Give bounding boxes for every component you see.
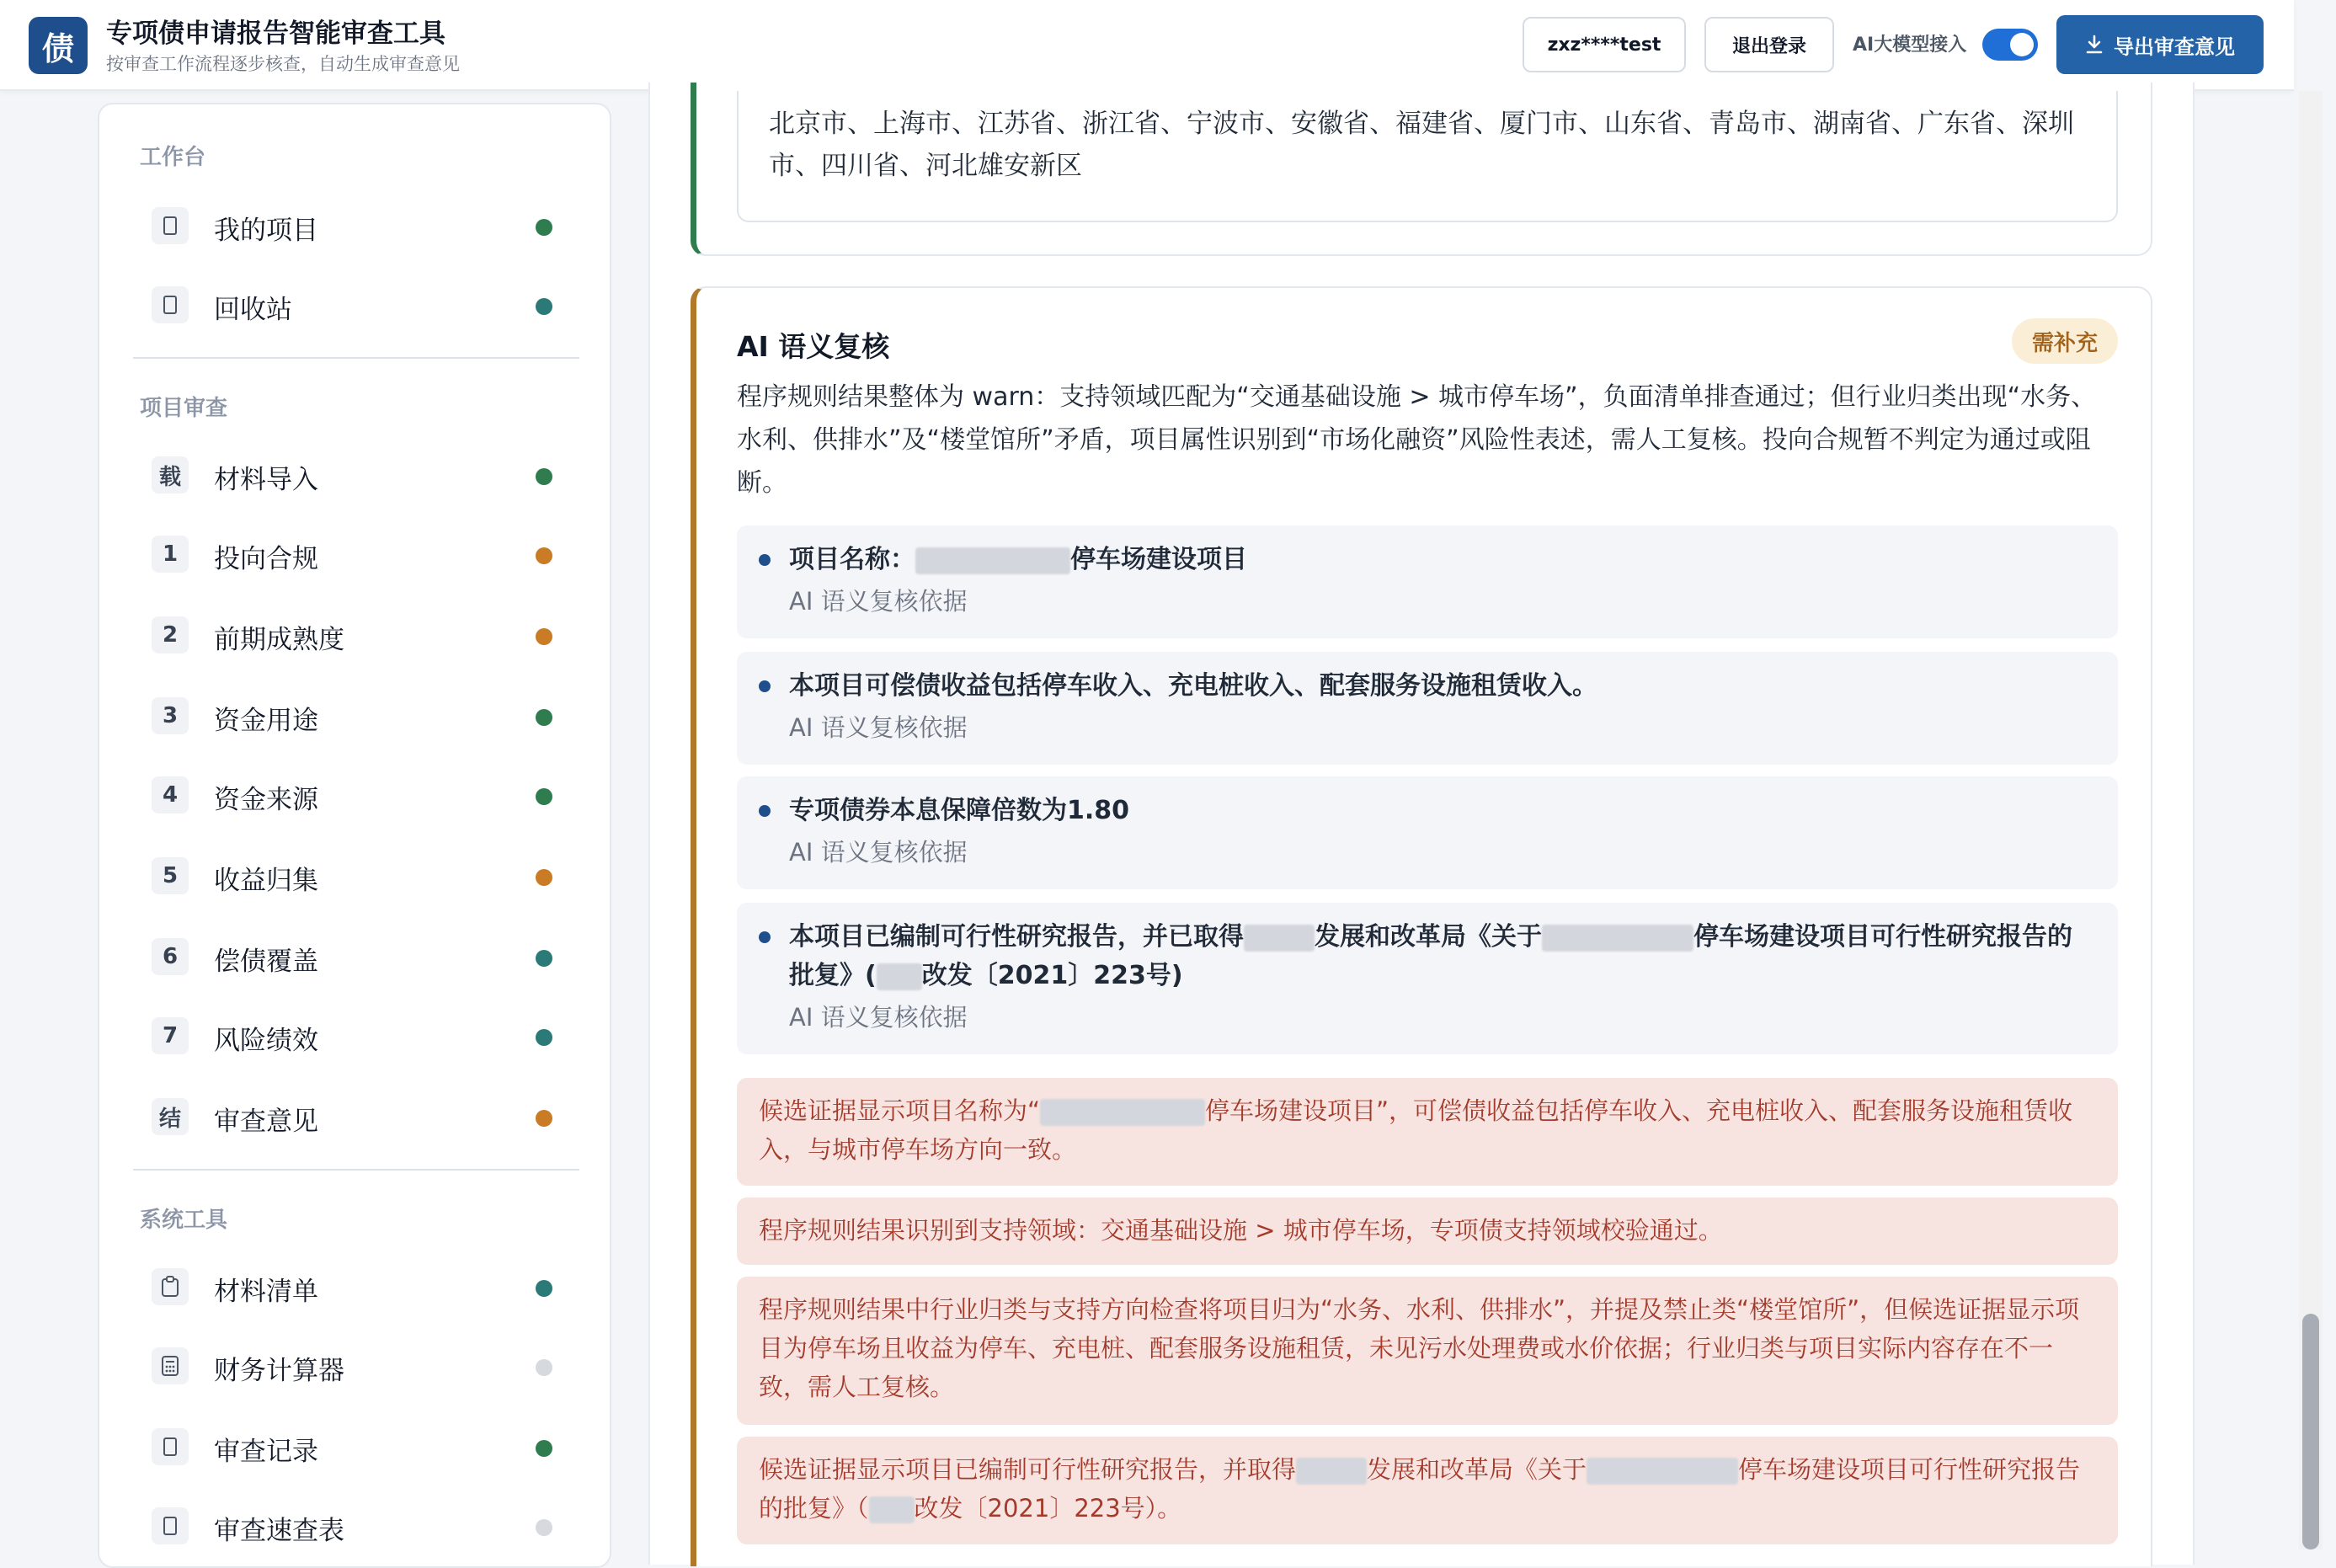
sidebar-item-fund-usage[interactable] bbox=[133, 684, 579, 748]
sidebar-item-label: 我的项目 bbox=[214, 216, 318, 246]
ai-toggle-label: AI大模型接入 bbox=[1853, 35, 1967, 56]
review-note: 候选证据显示项目名称为“ 停车场建设项目”，可偿债收益包括停车收入、充电桩收入、配套服务设施租赁收入，与城市停车场方向一致。 bbox=[737, 1078, 2118, 1186]
sidebar-item-review-quick-reference[interactable] bbox=[133, 1494, 579, 1558]
step-badge: 3 bbox=[152, 697, 189, 734]
evidence-text: 项目名称： 停车场建设项目 bbox=[789, 545, 1247, 574]
evidence-item bbox=[737, 903, 2118, 1054]
status-dot bbox=[536, 1029, 552, 1046]
review-note: 程序规则结果识别到支持领域：交通基础设施 > 城市停车场，专项债支持领域校验通过。 bbox=[737, 1197, 2118, 1265]
sidebar-item-investment-compliance[interactable] bbox=[133, 522, 579, 586]
evidence-text: 本项目已编制可行性研究报告，并已取得 发展和改革局《关于 停车场建设项目可行性研究报告的批复》( 改发〔2021〕223号) bbox=[789, 922, 2072, 990]
step-badge: 1 bbox=[152, 536, 189, 573]
document-icon bbox=[152, 286, 189, 323]
review-note: 程序规则结果中行业归类与支持方向检查将项目归为“水务、水利、供排水”，并提及禁止类“楼堂馆所”，但候选证据显示项目为停车场且收益为停车、充电桩、配套服务设施租赁，未见污水处理费或水价依据；行业归类与项目实际内容存在不一致，需人工复核。 bbox=[737, 1277, 2118, 1425]
section-title-system-tools: 系统工具 bbox=[140, 1208, 228, 1233]
sidebar-item-label: 回收站 bbox=[214, 295, 292, 325]
ai-toggle-switch[interactable] bbox=[1982, 29, 2038, 61]
status-dot bbox=[536, 468, 552, 485]
sidebar-item-label: 资金用途 bbox=[214, 706, 318, 736]
sidebar-item-recycle-bin[interactable] bbox=[133, 273, 579, 337]
sidebar-item-label: 资金来源 bbox=[214, 785, 318, 815]
status-dot bbox=[536, 547, 552, 564]
sidebar-item-label: 材料导入 bbox=[214, 465, 318, 495]
sidebar-item-review-records[interactable] bbox=[133, 1415, 579, 1479]
review-summary: 程序规则结果整体为 warn：支持领域匹配为“交通基础设施 > 城市停车场”，负面清单排查通过；但行业归类出现“水务、水利、供排水”及“楼堂馆所”矛盾，项目属性识别到“市场化融资”风险性表述，需人工复核。投向合规暂不判定为通过或阻断。 bbox=[737, 382, 2097, 498]
user-account-button[interactable]: zxz****test bbox=[1523, 17, 1686, 72]
evidence-item bbox=[737, 776, 2118, 889]
region-list: 北京市、上海市、江苏省、浙江省、宁波市、安徽省、福建省、厦门市、山东省、青岛市、湖南省、广东省、深圳市、四川省、河北雄安新区 bbox=[737, 91, 2118, 222]
app-logo: 债 bbox=[29, 17, 88, 74]
section-title-workbench: 工作台 bbox=[140, 145, 206, 170]
sidebar-item-label: 收益归集 bbox=[214, 866, 318, 896]
step-badge: 载 bbox=[152, 456, 189, 493]
sidebar-item-label: 审查记录 bbox=[214, 1437, 318, 1467]
step-badge: 5 bbox=[152, 857, 189, 894]
evidence-item bbox=[737, 652, 2118, 765]
status-dot bbox=[536, 219, 552, 236]
calculator-icon bbox=[152, 1347, 189, 1384]
status-dot bbox=[536, 788, 552, 805]
bullet-icon bbox=[759, 931, 771, 943]
sidebar-item-label: 偿债覆盖 bbox=[214, 947, 318, 977]
ai-semantic-review-card bbox=[691, 286, 2152, 1566]
evidence-source: AI 语义复核依据 bbox=[789, 1003, 968, 1032]
sidebar-item-label: 前期成熟度 bbox=[214, 625, 344, 655]
step-badge: 结 bbox=[152, 1098, 189, 1135]
sidebar-item-material-import[interactable] bbox=[133, 443, 579, 507]
sidebar-item-preliminary-maturity[interactable] bbox=[133, 603, 579, 667]
sidebar-item-label: 审查意见 bbox=[214, 1107, 318, 1137]
evidence-source: AI 语义复核依据 bbox=[789, 587, 968, 616]
document-icon bbox=[152, 207, 189, 244]
sidebar-item-label: 风险绩效 bbox=[214, 1026, 318, 1056]
status-dot bbox=[536, 1440, 552, 1457]
evidence-text: 本项目可偿债收益包括停车收入、充电桩收入、配套服务设施租赁收入。 bbox=[789, 671, 1597, 701]
toggle-knob bbox=[2010, 33, 2034, 56]
bullet-icon bbox=[759, 680, 771, 692]
evidence-source: AI 语义复核依据 bbox=[789, 838, 968, 867]
sidebar-item-label: 投向合规 bbox=[214, 544, 318, 574]
sidebar-item-fund-source[interactable] bbox=[133, 763, 579, 827]
app-header bbox=[0, 0, 2294, 91]
section-title-project-review: 项目审查 bbox=[140, 396, 228, 421]
bullet-icon bbox=[759, 805, 771, 817]
status-badge: 需补充 bbox=[2012, 318, 2118, 364]
sidebar-item-label: 财务计算器 bbox=[214, 1356, 344, 1386]
sidebar-item-material-list[interactable] bbox=[133, 1255, 579, 1319]
sidebar-item-review-opinion[interactable] bbox=[133, 1085, 579, 1149]
status-dot bbox=[536, 950, 552, 967]
status-dot bbox=[536, 1359, 552, 1376]
status-dot bbox=[536, 869, 552, 886]
evidence-source: AI 语义复核依据 bbox=[789, 713, 968, 742]
review-note: 候选证据显示项目已编制可行性研究报告，并取得 发展和改革局《关于 停车场建设项目可行性研究报告的批复》（ 改发〔2021〕223号）。 bbox=[737, 1437, 2118, 1544]
status-dot bbox=[536, 298, 552, 315]
app-subtitle: 按审查工作流程逐步核查，自动生成审查意见 bbox=[106, 54, 460, 74]
export-label: 导出审查意见 bbox=[2114, 35, 2235, 59]
status-dot bbox=[536, 1280, 552, 1297]
sidebar-item-debt-coverage[interactable] bbox=[133, 925, 579, 989]
card-title: AI 语义复核 bbox=[737, 330, 890, 363]
sidebar bbox=[98, 103, 611, 1568]
sidebar-item-label: 材料清单 bbox=[214, 1277, 318, 1307]
scrollbar-thumb[interactable] bbox=[2302, 1314, 2319, 1549]
step-badge: 4 bbox=[152, 776, 189, 813]
logout-button[interactable]: 退出登录 bbox=[1704, 17, 1834, 72]
sidebar-item-my-projects[interactable] bbox=[133, 194, 579, 258]
status-dot bbox=[536, 1519, 552, 1536]
download-icon bbox=[2085, 35, 2104, 55]
step-badge: 6 bbox=[152, 938, 189, 975]
sidebar-divider bbox=[133, 357, 579, 359]
sidebar-item-label: 审查速查表 bbox=[214, 1516, 344, 1546]
document-icon bbox=[152, 1428, 189, 1465]
bullet-icon bbox=[759, 554, 771, 566]
status-dot bbox=[536, 709, 552, 726]
evidence-text: 专项债券本息保障倍数为1.80 bbox=[789, 796, 1130, 825]
export-review-button[interactable] bbox=[2056, 15, 2264, 74]
app-title: 专项债申请报告智能审查工具 bbox=[106, 19, 445, 49]
sidebar-item-revenue-collection[interactable] bbox=[133, 844, 579, 908]
clipboard-icon bbox=[152, 1268, 189, 1305]
status-dot bbox=[536, 628, 552, 645]
document-icon bbox=[152, 1507, 189, 1544]
support-region-card bbox=[691, 83, 2152, 256]
step-badge: 2 bbox=[152, 616, 189, 653]
status-dot bbox=[536, 1110, 552, 1127]
evidence-item bbox=[737, 525, 2118, 638]
sidebar-item-risk-performance[interactable] bbox=[133, 1004, 579, 1068]
step-badge: 7 bbox=[152, 1017, 189, 1054]
sidebar-item-financial-calculator[interactable] bbox=[133, 1334, 579, 1398]
sidebar-divider bbox=[133, 1169, 579, 1171]
